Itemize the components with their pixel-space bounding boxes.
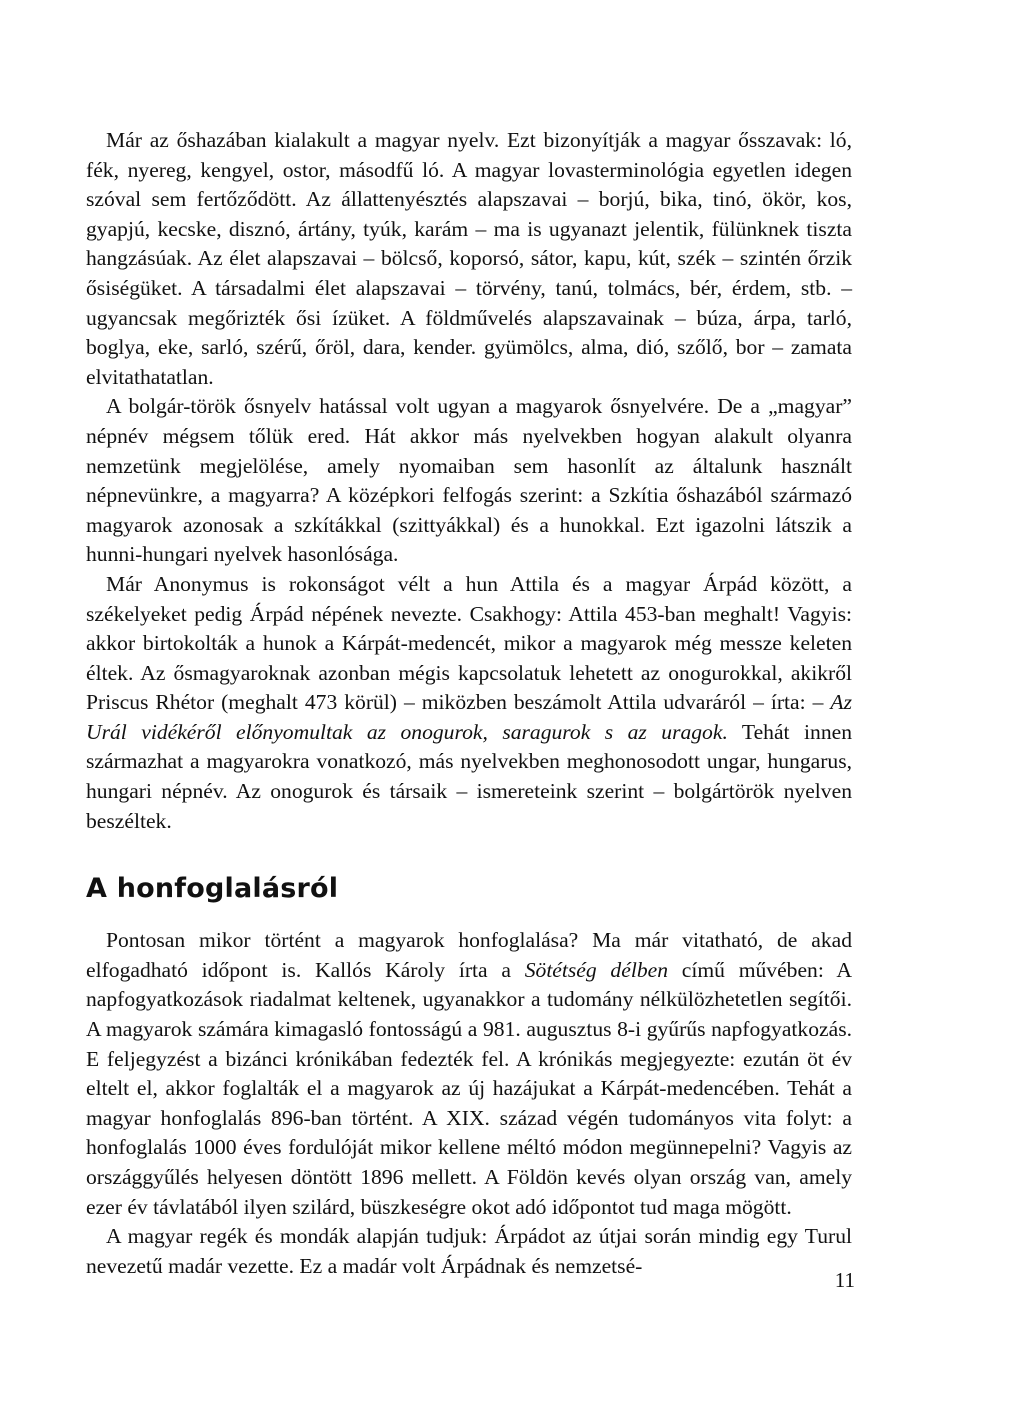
paragraph-text: Már Anonymus is rokonságot vélt a hun Attila és a magyar Árpád között, a székelyeket pedig Árpád népének nevezte. Csakhogy: Attila 453-ban meghalt! Vagyis: akkor birtokolták a hunok a Kárpát-medencét, mikor a magyarok még messze keleten éltek. Az ősmagyaroknak azonban mégis kapcsolatuk lehetett az onogurokkal, akikről Priscus Rhétor (meghalt 473 körül) – miközben beszámolt Attila udvaráról – írta: –: [86, 571, 852, 715]
page-body: [86, 126, 852, 1281]
paragraph: [86, 926, 852, 1222]
paragraph: [86, 570, 852, 836]
section-heading: A honfoglalásról: [86, 873, 339, 905]
paragraph: A bolgár-török ősnyelv hatással volt ugyan a magyarok ősnyelvére. De a „magyar” népnév mégsem tőlük ered. Hát akkor más nyelvekben hogyan alakult olyanra nemzetünk megjelölése, amely nyomaiban sem hasonlít az általunk használt népnevünkre, a magyarra? A középkori felfogás szerint: a Szkítia őshazából származó magyarok azonosak a szkítákkal (szittyákkal) és a hunokkal. Ezt igazolni látszik a hunni-hungari nyelvek hasonlósága.: [86, 394, 852, 567]
paragraph-text: című művében: A napfogyatkozások riadalmat keltenek, ugyanakkor a tudomány nélkülözhetetlen segítői. A magyarok számára kimagasló fontosságú a 981. augusztus 8-i gyűrűs napfogyatkozás. E feljegyzést a bizánci krónikában fedezték fel. A krónikás megjegyezte: ezután öt év eltelt el, akkor foglalták el a magyarok az új hazájukat a Kárpát-medencében. Tehát a magyar honfoglalás 896-ban történt. A XIX. század végén tudományos vita folyt: a honfoglalás 1000 éves fordulóját mikor kellene méltó módon megünnepelni? Vagyis az országgyűlés helyesen döntött 1896 mellett. A Földön kevés olyan ország van, amely ezer év távlatából ilyen szilárd, büszkeségre okot adó időpontot tud maga mögött.: [86, 957, 853, 1219]
paragraph-text: Pontosan mikor történt a magyarok honfoglalása? Ma már vitatható, de akad elfogadható időpont is. Kallós Károly írta a: [86, 928, 852, 982]
paragraph: Már az őshazában kialakult a magyar nyelv. Ezt bizonyítják a magyar ősszavak: ló, fék, nyereg, kengyel, ostor, másodfű ló. A magyar lovasterminológia egyetlen idegen szóval sem fertőződött. Az állattenyésztés alapszavai – borjú, bika, tinó, ökör, kos, gyapjú, kecske, disznó, ártány, tyúk, karám – ma is ugyanazt jelentik, fülünknek tiszta hangzásúak. Az élet alapszavai – bölcső, koporsó, sátor, kapu, kút, szék – szintén őrzik ősiségüket. A társadalmi élet alapszavai – törvény, tanú, tolmács, bér, érdem, stb. – ugyancsak megőrizték ősi ízüket. A földművelés alapszavainak – búza, árpa, tarló, boglya, eke, sarló, szérű, őröl, dara, kender. gyümölcs, alma, dió, szőlő, bor – zamata elvitathatatlan.: [86, 128, 852, 389]
paragraph: A magyar regék és mondák alapján tudjuk: Árpádot az útjai során mindig egy Turul nevezetű madár vezette. Ez a madár volt Árpádnak és nemzetsé-: [86, 1224, 852, 1278]
page-number: 11: [834, 1268, 855, 1292]
paragraph-text: Tehát innen származhat a magyarokra vonatkozó, más nyelvekben meghonosodott ungar, hungarus, hungari népnév. Az onogurok és társaik – ismereteink szerint – bolgártörök nyelven beszéltek.: [86, 719, 852, 833]
book-title-italic: Sötétség délben: [524, 957, 668, 982]
quotation-italic: Az Urál vidékéről előnyomultak az onogurok, saragurok s az uragok.: [86, 690, 852, 744]
